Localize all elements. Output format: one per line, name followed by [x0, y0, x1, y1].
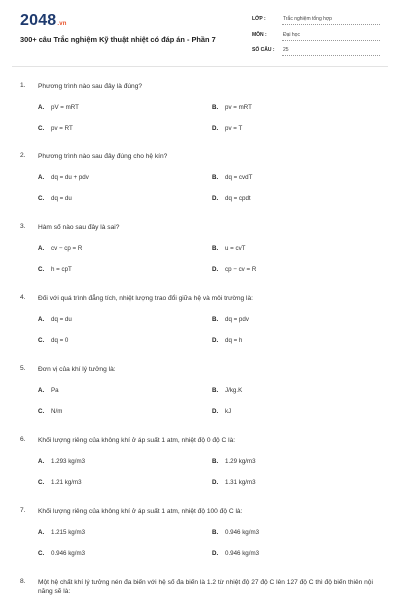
meta-class — [252, 15, 380, 25]
meta-divider — [282, 40, 380, 41]
option-letter: A. — [38, 245, 45, 252]
option-b[interactable] — [212, 174, 252, 181]
option-letter: D. — [212, 550, 219, 557]
question-text: Phương trình nào sau đây là đúng? — [38, 83, 143, 90]
option-d[interactable] — [212, 337, 242, 344]
option-text: dq = pdv — [225, 316, 249, 323]
meta-subject-label: MÔN : — [252, 32, 267, 38]
meta-divider — [282, 55, 380, 56]
option-letter: B. — [212, 387, 219, 394]
meta-divider — [282, 24, 380, 25]
option-letter: D. — [212, 337, 219, 344]
option-a[interactable] — [38, 174, 89, 181]
option-c[interactable] — [38, 266, 72, 273]
option-letter: A. — [38, 387, 45, 394]
option-text: dq = 0 — [51, 337, 69, 344]
question-text: Phương trình nào sau đây đúng cho hệ kín? — [38, 153, 168, 160]
option-a[interactable] — [38, 458, 85, 465]
option-d[interactable] — [212, 125, 242, 132]
option-a[interactable] — [38, 387, 59, 394]
option-text: h = cpT — [51, 266, 72, 273]
page-header — [0, 0, 400, 66]
question-number: 8. — [20, 578, 26, 585]
option-letter: A. — [38, 458, 45, 465]
option-letter: C. — [38, 266, 45, 273]
question-text: Khối lượng riêng của không khí ở áp suất 1 atm, nhiệt độ 100 độ C là: — [38, 508, 243, 515]
option-text: 0.946 kg/m3 — [51, 550, 86, 557]
option-b[interactable] — [212, 529, 259, 536]
option-text: J/kg.K — [225, 387, 243, 394]
option-text: pv = mRT — [225, 104, 252, 111]
meta-subject-value: Đại học — [283, 32, 300, 38]
option-b[interactable] — [212, 245, 245, 252]
option-text: 1.293 kg/m3 — [51, 458, 86, 465]
question-text: Đối với quá trình đẳng tích, nhiệt lượng trao đổi giữa hệ và môi trường là: — [38, 295, 253, 302]
question-text: Đơn vị của khí lý tưởng là: — [38, 366, 116, 373]
option-c[interactable] — [38, 479, 82, 486]
option-a[interactable] — [38, 245, 82, 252]
meta-class-label: LỚP : — [252, 16, 266, 22]
option-letter: A. — [38, 104, 45, 111]
option-b[interactable] — [212, 316, 249, 323]
option-b[interactable] — [212, 458, 256, 465]
meta-class-value: Trắc nghiệm tổng hợp — [283, 16, 332, 22]
option-text: dq = du — [51, 316, 72, 323]
question-text: Hàm số nào sau đây là sai? — [38, 224, 120, 231]
question-number: 5. — [20, 365, 26, 372]
option-d[interactable] — [212, 550, 259, 557]
site-logo[interactable] — [20, 12, 67, 30]
option-a[interactable] — [38, 316, 72, 323]
question-5 — [0, 363, 400, 433]
question-3 — [0, 221, 400, 291]
option-a[interactable] — [38, 529, 85, 536]
question-number: 4. — [20, 294, 26, 301]
option-text: 1.29 kg/m3 — [225, 458, 256, 465]
option-c[interactable] — [38, 550, 85, 557]
option-letter: B. — [212, 458, 219, 465]
option-text: 1.215 kg/m3 — [51, 529, 86, 536]
option-d[interactable] — [212, 408, 231, 415]
question-number: 1. — [20, 82, 26, 89]
option-letter: C. — [38, 550, 45, 557]
header-divider — [12, 66, 388, 67]
option-text: pV = mRT — [51, 104, 79, 111]
option-text: Pa — [51, 387, 59, 394]
question-number: 3. — [20, 223, 26, 230]
option-text: cp − cv = R — [225, 266, 257, 273]
option-letter: D. — [212, 195, 219, 202]
option-letter: B. — [212, 174, 219, 181]
option-letter: C. — [38, 125, 45, 132]
logo-text: 2048 — [20, 12, 57, 29]
option-letter: C. — [38, 479, 45, 486]
option-c[interactable] — [38, 408, 62, 415]
option-letter: B. — [212, 104, 219, 111]
option-letter: D. — [212, 266, 219, 273]
option-letter: A. — [38, 316, 45, 323]
option-letter: C. — [38, 337, 45, 344]
question-2 — [0, 150, 400, 220]
option-d[interactable] — [212, 479, 256, 486]
option-text: dq = cpdt — [225, 195, 251, 202]
option-text: dq = h — [225, 337, 243, 344]
question-number: 7. — [20, 507, 26, 514]
option-letter: D. — [212, 408, 219, 415]
meta-count-label: SỐ CÂU : — [252, 47, 275, 53]
option-b[interactable] — [212, 104, 252, 111]
option-letter: A. — [38, 174, 45, 181]
option-letter: D. — [212, 479, 219, 486]
option-d[interactable] — [212, 195, 251, 202]
option-letter: A. — [38, 529, 45, 536]
question-4 — [0, 292, 400, 362]
option-letter: B. — [212, 245, 219, 252]
question-number: 6. — [20, 436, 26, 443]
question-1 — [0, 80, 400, 150]
option-text: kJ — [225, 408, 232, 415]
option-text: dq = cvdT — [225, 174, 253, 181]
option-text: 1.21 kg/m3 — [51, 479, 82, 486]
option-letter: B. — [212, 316, 219, 323]
option-c[interactable] — [38, 337, 68, 344]
question-7 — [0, 505, 400, 575]
option-letter: D. — [212, 125, 219, 132]
option-letter: B. — [212, 529, 219, 536]
option-text: 0.946 kg/m3 — [225, 529, 260, 536]
option-letter: C. — [38, 195, 45, 202]
option-letter: C. — [38, 408, 45, 415]
document-title: 300+ câu Trắc nghiệm Kỹ thuật nhiệt có đáp án - Phần 7 — [20, 35, 216, 44]
option-text: N/m — [51, 408, 63, 415]
meta-count-value: 25 — [283, 47, 289, 53]
option-text: u = cvT — [225, 245, 246, 252]
option-b[interactable] — [212, 387, 242, 394]
option-text: pv = RT — [51, 125, 73, 132]
meta-count — [252, 46, 380, 56]
option-text: dq = du — [51, 195, 72, 202]
option-text: 1.31 kg/m3 — [225, 479, 256, 486]
question-6 — [0, 434, 400, 504]
option-text: dq = du + pdv — [51, 174, 89, 181]
question-text: Khối lượng riêng của không khí ở áp suất 1 atm, nhiệt độ 0 độ C là: — [38, 437, 236, 444]
question-8 — [0, 576, 400, 600]
question-number: 2. — [20, 152, 26, 159]
meta-subject — [252, 31, 380, 41]
option-d[interactable] — [212, 266, 256, 273]
option-text: cv − cp = R — [51, 245, 83, 252]
option-text: pv = T — [225, 125, 243, 132]
option-c[interactable] — [38, 195, 72, 202]
option-text: 0.946 kg/m3 — [225, 550, 260, 557]
option-a[interactable] — [38, 104, 79, 111]
option-c[interactable] — [38, 125, 73, 132]
logo-suffix: .vn — [57, 21, 67, 27]
question-text: Một hệ chất khí lý tưởng nén đa biến với hệ số đa biến là 1.2 từ nhiệt độ 27 độ C lên 127 độ C thì độ biến thiên nội năng sẽ là: — [38, 579, 373, 595]
